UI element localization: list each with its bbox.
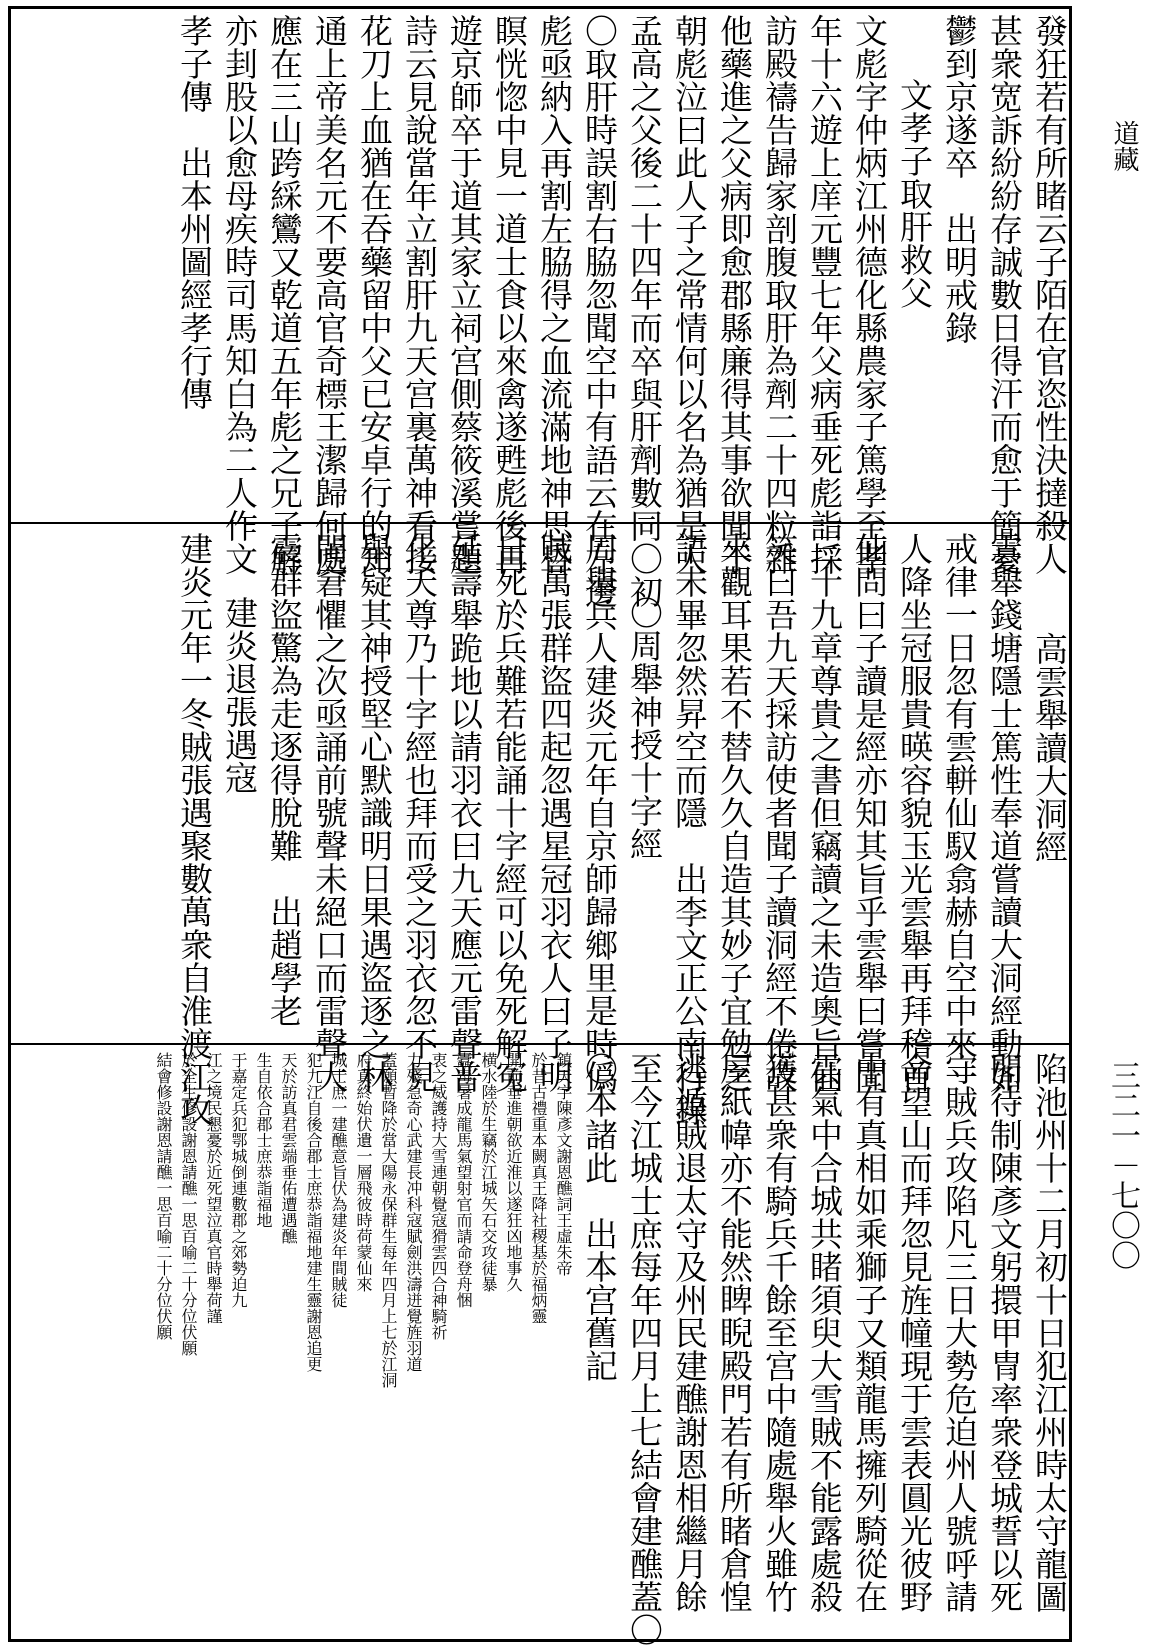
text-column: 蓋願暫降於當大陽永保群生每年四月上七於江洞 <box>379 1052 398 1388</box>
text-column: 至今江城士庶每年四月上七結會建醮蓋〇 <box>625 1052 664 1646</box>
text-column: 于嘉定兵犯鄂城倒連數郡之郊勢迫九 <box>229 1052 248 1308</box>
columns-3 <box>14 1052 1069 1646</box>
text-column: 年十六遊上庠元豐七年父病垂死彪詣採 <box>805 14 844 575</box>
text-column: 獲甚衆有騎兵千餘至宫中隨處舉火雖竹 <box>760 1052 799 1613</box>
text-column: 〇周舉神授十字經 <box>625 596 664 860</box>
text-column: 蠹毒暑成龍馬氣望射官而請命登舟悃 <box>454 1052 473 1308</box>
page-number: 三二一－七〇〇 <box>1105 1060 1140 1270</box>
text-column: 城士庶一建醮意旨伏為建炎年間賊徒 <box>329 1052 348 1308</box>
text-column: 孟高之父後二十四年而卒與肝劑數同〇初 <box>625 14 664 608</box>
text-column: 詩云見說當年立割肝九天宫裏萬神看接 <box>400 14 439 575</box>
text-column: 彪亟納入再割左脇得之血流滿地神思昏 <box>535 14 574 575</box>
text-column: 來觀耳果若不替久久自造其妙子宜勉之 <box>715 532 754 1093</box>
text-column: 人降坐冠服貴暎容貌玉光雲舉再拜稽首 <box>895 532 934 1093</box>
text-column: 亦刲股以愈母疾時司馬知白為二人作文 <box>220 14 259 575</box>
text-column: 逃遁賊退太守及州民建醮謝恩相繼月餘 <box>670 1052 709 1613</box>
text-column: 生自依合郡士庶恭詣福地 <box>254 1052 273 1228</box>
text-column: 甚衆宽訴紛紛存誠數日得汗而愈于簡憂 <box>985 14 1024 575</box>
text-column: 仙問曰子讀是經亦知其旨乎雲舉曰嘗聞 <box>850 532 889 1093</box>
text-column: 犯九江自後合郡士庶恭詣福地建生靈謝恩追更 <box>304 1052 323 1372</box>
text-column: 他藥進之父病即愈郡縣廉得其事欲聞于 <box>715 14 754 575</box>
text-column: 遊京師卒于道其家立祠宫側蔡筱溪嘗題 <box>445 14 484 575</box>
text-column: 延壽舉跪地以請羽衣曰九天應元雷聲普 <box>445 532 484 1093</box>
text-column: 横水陸於生竊於江城矢石交攻徒暴 <box>479 1052 498 1292</box>
text-column: 笑曰吾九天採訪使者聞子讀洞經不倦故 <box>760 532 799 1093</box>
text-column: 舉疑其神授堅心默識明日果遇盜逐之林 <box>355 532 394 1093</box>
text-column: 屋紙幃亦不能然睥睨殿門若有所睹倉惶 <box>715 1052 754 1613</box>
text-column: 賊萬張群盜四起忽遇星冠羽衣人曰子明 <box>535 532 574 1093</box>
text-column: 開前垂進朝欲近淮以遂狂凶地事久 <box>504 1052 523 1292</box>
text-column: 訪殿禱告歸家剖腹取肝為劑二十四粒雜 <box>760 14 799 575</box>
text-column: 日死於兵難若能誦十字經可以免死解冤 <box>490 532 529 1093</box>
text-column: 鬱到京遂卒 出明戒錄 <box>940 14 979 344</box>
text-column: 花刀上血猶在吞藥留中父已安卓行的知 <box>355 14 394 575</box>
text-column: 力殘急奇心武建長冲科寇賦劍洪濤迸覺旌羽道 <box>404 1052 423 1372</box>
text-column: 孝子傳 出本州圖經孝行傳 <box>175 14 214 410</box>
text-column: 瞑恍惚中見一道士食以來禽遂甦彪後再 <box>490 14 529 575</box>
text-column: 於昔古禮重本闕真王降社稷基於福炳靈 <box>529 1052 548 1324</box>
text-band-1 <box>14 14 1069 608</box>
columns-2 <box>14 532 1069 1126</box>
text-column: 朝彪泣曰此人子之常情何以名為猶是人 <box>670 14 709 575</box>
text-column: 雲氣中合城共睹須臾大雪賊不能露處殺 <box>805 1052 844 1613</box>
text-column: 語未畢忽然昇空而隱 出李文正公南行錄 <box>670 532 709 1126</box>
text-column: 建炎退張遇寇 <box>220 596 259 794</box>
text-column: 於全生修設謝恩請醮一思百喻二十分位伏願 <box>179 1052 198 1356</box>
text-column: 應在三山跨綵鸞又乾道五年彪之兄子解 <box>265 14 304 575</box>
text-column: 三十九章尊貴之書但竊讀之未造奧旨仙 <box>805 532 844 1093</box>
text-column: 建炎元年一冬賊張遇聚數萬衆自淮渡江攻 <box>175 532 214 1126</box>
text-column: 周舉兵人建炎元年自京師歸鄉里是時僞 <box>580 532 619 1093</box>
text-column: 江之境民懇憂於近死望泣真官時舉荷謹 <box>204 1052 223 1324</box>
text-column: 雲舉錢塘隱士篤性奉道嘗讀大洞經動如 <box>985 532 1024 1093</box>
text-column: 文彪字仲炳江州德化縣農家子篤學至孝 <box>850 14 889 575</box>
text-band-3 <box>14 1052 1069 1646</box>
text-column: 鎮天宇陳彥文謝恩醮詞王虛朱帝 <box>554 1052 573 1276</box>
text-column: 文孝子取肝救父 <box>895 78 934 309</box>
text-column: 化天尊乃十字經也拜而受之羽衣忽不見 <box>400 532 439 1093</box>
text-column: 閣待制陳彥文躬擐甲冑率衆登城誓以死 <box>985 1052 1024 1613</box>
text-band-2 <box>14 532 1069 1126</box>
text-column: 府真終始伏遺一層飛彼時荷蒙仙來 <box>354 1052 373 1292</box>
text-column: 〇本諸此 出本宫舊記 <box>580 1052 619 1382</box>
text-column: 中有真相如乘獅子又類龍馬擁列騎從在 <box>850 1052 889 1613</box>
text-column: 命望山而拜忽見旌幢現于雲表圓光彼野 <box>895 1052 934 1613</box>
text-column: 間窘懼之次亟誦前號聲未絕口而雷聲大 <box>310 532 349 1093</box>
text-column: 守賊兵攻陷凡三日大勢危迫州人號呼請 <box>940 1052 979 1613</box>
text-column: 發狂若有所睹云子陌在官恣性決撻殺人 <box>1030 14 1069 575</box>
text-column: 通上帝美名元不要高官奇標王潔歸何處 <box>310 14 349 575</box>
columns-1 <box>14 14 1069 608</box>
text-column: 衷之威護持大雪連朝覺寇猾雲四合神騎祈 <box>429 1052 448 1340</box>
collection-title: 道藏 <box>1109 120 1139 172</box>
text-column: 陷池州十二月初十日犯江州時太守龍圖 <box>1030 1052 1069 1613</box>
text-column: 〇取肝時誤割右脇忽聞空中有語云在左邊 <box>580 14 619 608</box>
text-column: 天於訪真君雲端垂佑遭遇醮 <box>279 1052 298 1244</box>
text-column: 高雲舉讀大洞經 <box>1030 632 1069 863</box>
text-column: 震群盜驚為走逐得脫難 出趙學老 <box>265 532 304 1027</box>
text-column: 結會修設謝恩請醮一思百喻二十分位伏願 <box>154 1052 173 1340</box>
text-column: 戒律一日忽有雲軿仙馭翕赫自空中來一 <box>940 532 979 1093</box>
